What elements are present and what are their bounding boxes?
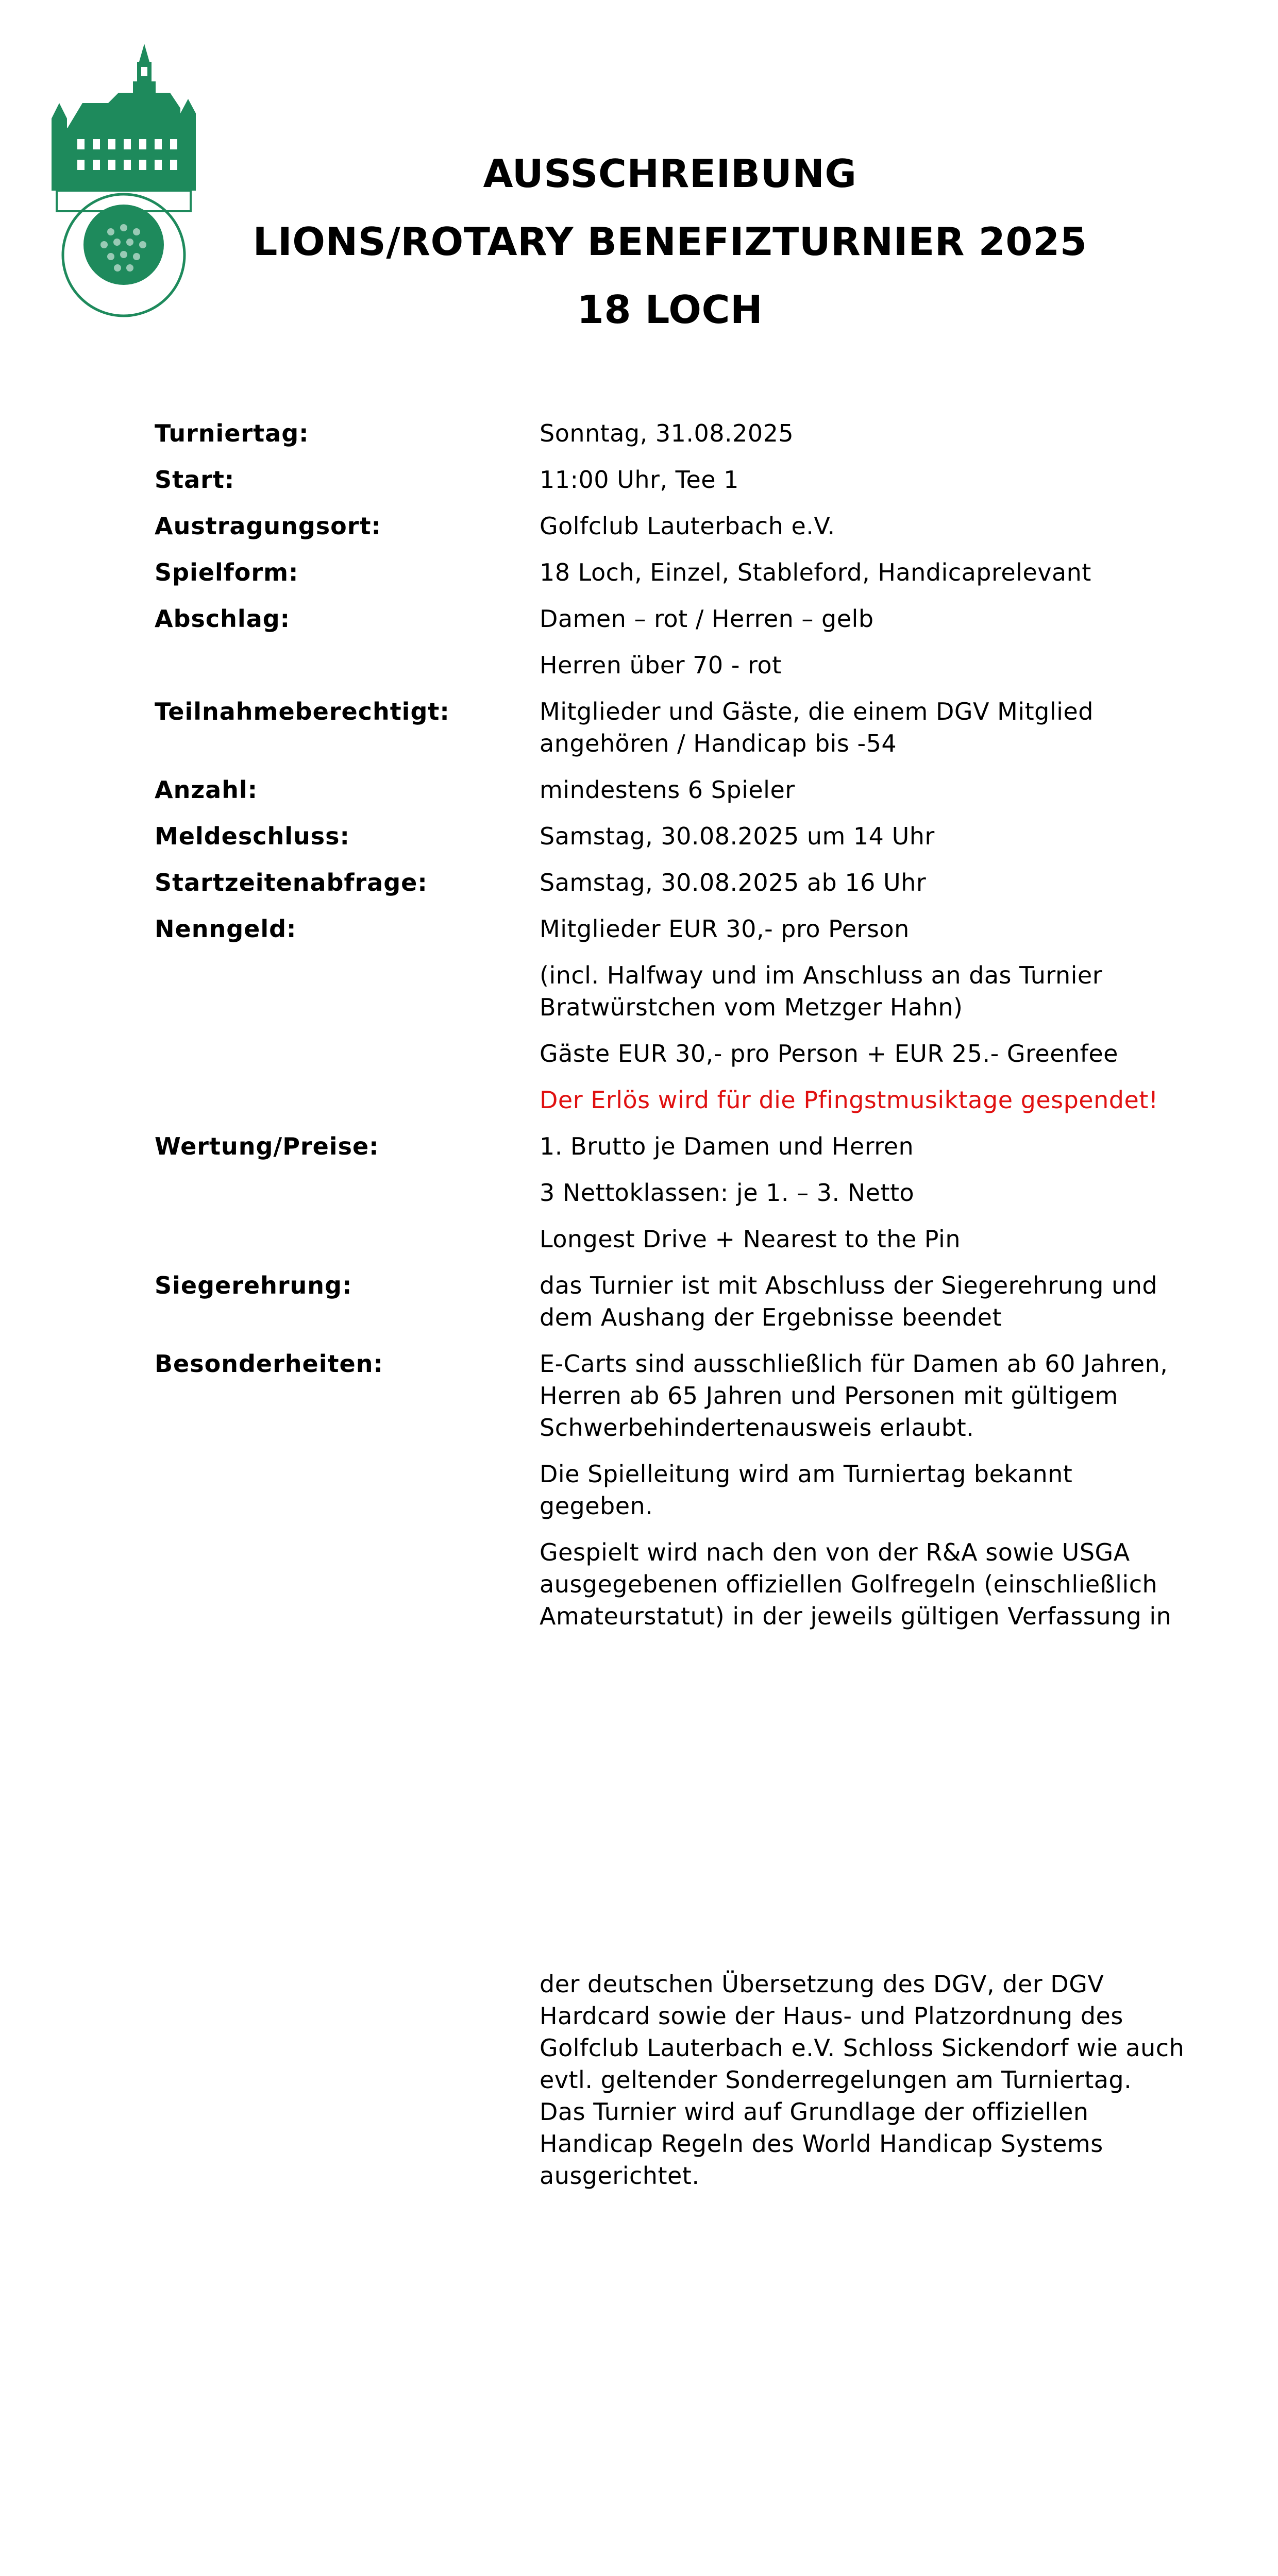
detail-value: Samstag, 30.08.2025 ab 16 Uhr xyxy=(540,869,927,896)
detail-value: mindestens 6 Spieler xyxy=(540,776,795,804)
detail-row-austragungsort xyxy=(155,510,1185,542)
title-line-1: AUSSCHREIBUNG xyxy=(483,151,857,196)
detail-value: Mitglieder und Gäste, die einem DGV Mitglied angehören / Handicap bis -54 xyxy=(540,698,1094,757)
detail-value: 18 Loch, Einzel, Stableford, Handicaprelevant xyxy=(540,558,1091,586)
detail-label: Wertung/Preise: xyxy=(155,1132,379,1160)
detail-label: Siegerehrung: xyxy=(155,1272,352,1299)
tournament-details xyxy=(155,417,1185,1647)
detail-value: (incl. Halfway und im Anschluss an das Turnier Bratwürstchen vom Metzger Hahn) xyxy=(540,961,1103,1021)
detail-label: Turniertag: xyxy=(155,419,309,447)
detail-label: Meldeschluss: xyxy=(155,822,350,850)
title-line-2: LIONS/ROTARY BENEFIZTURNIER 2025 xyxy=(253,219,1087,264)
detail-label: Teilnahmeberechtigt: xyxy=(155,698,450,725)
detail-value: Gespielt wird nach den von der R&A sowie USGA ausgegebenen offiziellen Golfregeln (einschließlich Amateurstatut) in der jeweils gültigen Verfassung in xyxy=(540,1538,1172,1630)
detail-values xyxy=(540,417,1185,449)
document-title xyxy=(206,149,1134,353)
detail-row-start xyxy=(155,464,1185,496)
detail-row-turniertag xyxy=(155,417,1185,449)
continuation-text: der deutschen Übersetzung des DGV, der DGV Hardcard sowie der Haus- und Platzordnung des Golfclub Lauterbach e.V. Schloss Sickendorf wie auch evtl. geltender Sonderregelungen am Turniertag. Das Turnier wird auf Grundlage der offiziellen Handicap Regeln des World Handicap Systems ausgerichtet. xyxy=(540,1970,1185,2190)
detail-values xyxy=(540,1130,1185,1255)
rules-continuation xyxy=(540,1968,1185,2192)
detail-value: Samstag, 30.08.2025 um 14 Uhr xyxy=(540,822,935,850)
detail-value: 3 Nettoklassen: je 1. – 3. Netto xyxy=(540,1179,915,1207)
donation-notice: Der Erlös wird für die Pfingstmusiktage gespendet! xyxy=(540,1086,1158,1114)
detail-value: Herren über 70 - rot xyxy=(540,651,782,679)
detail-values xyxy=(540,603,1185,681)
detail-value: Die Spielleitung wird am Turniertag bekannt gegeben. xyxy=(540,1460,1073,1520)
detail-values xyxy=(540,820,1185,852)
detail-value: 1. Brutto je Damen und Herren xyxy=(540,1132,914,1160)
title-line-3: 18 LOCH xyxy=(577,287,763,332)
detail-row-meldeschluss xyxy=(155,820,1185,852)
detail-values xyxy=(540,510,1185,542)
detail-label: Startzeitenabfrage: xyxy=(155,869,428,896)
detail-row-wertung-preise xyxy=(155,1130,1185,1255)
detail-row-spielform xyxy=(155,556,1185,588)
detail-label: Nenngeld: xyxy=(155,915,297,943)
detail-row-startzeitenabfrage xyxy=(155,867,1185,899)
detail-values xyxy=(540,1269,1185,1333)
detail-value: 11:00 Uhr, Tee 1 xyxy=(540,466,739,494)
detail-label: Spielform: xyxy=(155,558,299,586)
detail-label: Austragungsort: xyxy=(155,512,381,540)
detail-row-besonderheiten xyxy=(155,1348,1185,1632)
detail-values xyxy=(540,867,1185,899)
detail-values xyxy=(540,696,1185,759)
detail-row-nenngeld xyxy=(155,913,1185,1116)
detail-row-anzahl xyxy=(155,774,1185,806)
detail-values xyxy=(540,464,1185,496)
detail-row-teilnahmeberechtigt xyxy=(155,696,1185,759)
detail-value: das Turnier ist mit Abschluss der Siegerehrung und dem Aushang der Ergebnisse beendet xyxy=(540,1272,1158,1331)
detail-value: Golfclub Lauterbach e.V. xyxy=(540,512,835,540)
detail-label: Start: xyxy=(155,466,235,494)
detail-value: Damen – rot / Herren – gelb xyxy=(540,605,874,633)
detail-values xyxy=(540,556,1185,588)
detail-label: Anzahl: xyxy=(155,776,258,804)
detail-value: Longest Drive + Nearest to the Pin xyxy=(540,1225,961,1253)
detail-value: Mitglieder EUR 30,- pro Person xyxy=(540,915,910,943)
detail-values xyxy=(540,774,1185,806)
golfclub-logo xyxy=(36,41,201,319)
detail-row-abschlag xyxy=(155,603,1185,681)
detail-value: Gäste EUR 30,- pro Person + EUR 25.- Greenfee xyxy=(540,1040,1118,1067)
detail-label: Besonderheiten: xyxy=(155,1350,383,1378)
detail-row-siegerehrung xyxy=(155,1269,1185,1333)
detail-value: Sonntag, 31.08.2025 xyxy=(540,419,794,447)
detail-value: E-Carts sind ausschließlich für Damen ab 60 Jahren, Herren ab 65 Jahren und Personen mit gültigem Schwerbehindertenausweis erlaubt. xyxy=(540,1350,1168,1442)
detail-values xyxy=(540,913,1185,1116)
detail-label: Abschlag: xyxy=(155,605,291,633)
detail-values xyxy=(540,1348,1185,1632)
